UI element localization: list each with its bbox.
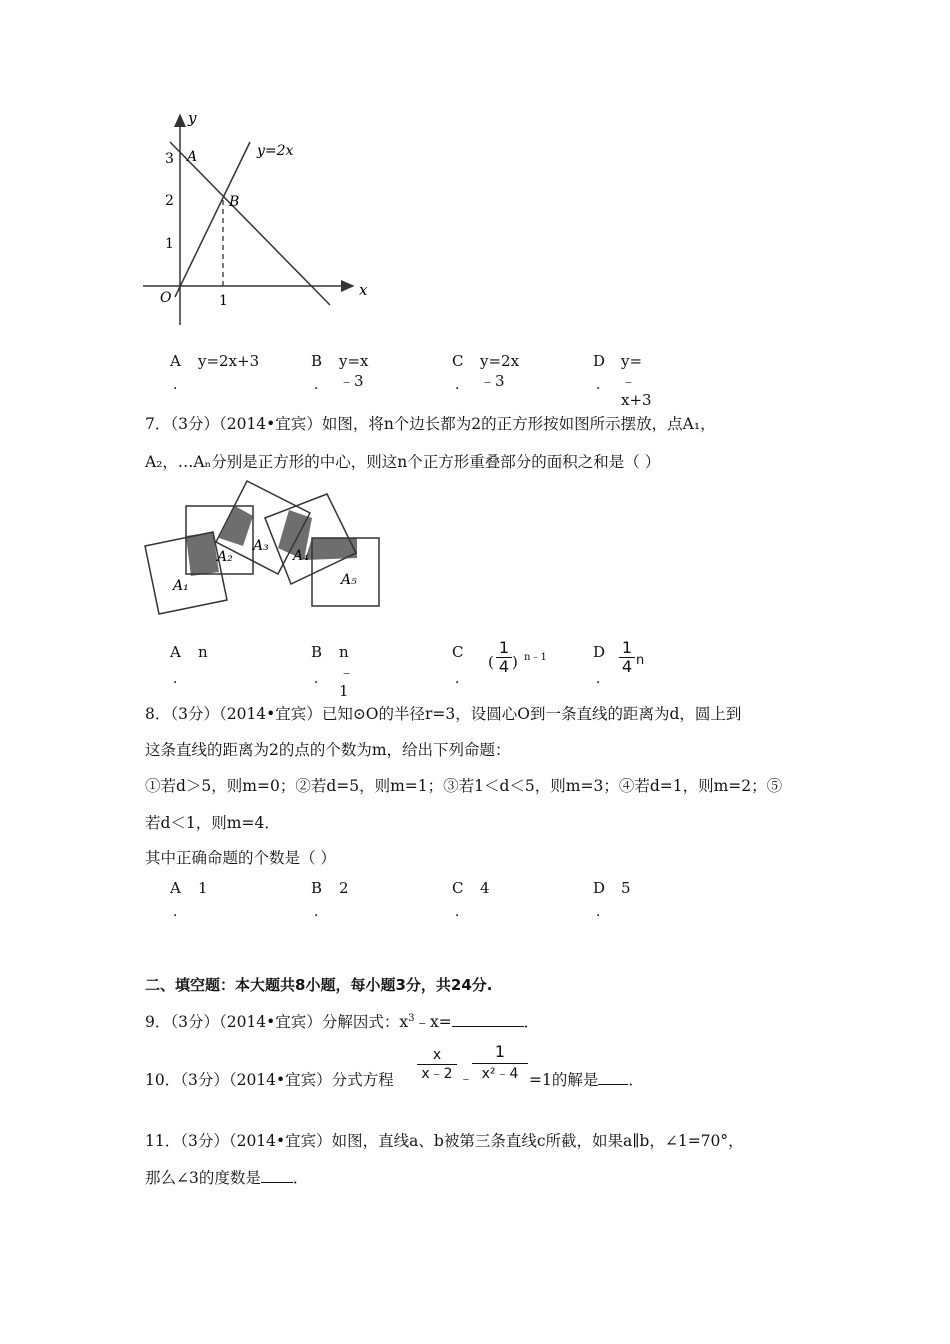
origin-label: O bbox=[160, 290, 172, 306]
option-letter: D bbox=[593, 643, 606, 661]
q10-minus: ﹣ bbox=[459, 1071, 473, 1087]
denominator: 4 bbox=[621, 657, 633, 676]
option-letter: A bbox=[170, 352, 181, 370]
q8-line-1: 8．（3分）（2014•宜宾）已知⊙O的半径r=3，设圆心O到一条直线的距离为d，圆上到 bbox=[145, 705, 742, 723]
option-letter: C bbox=[452, 352, 464, 370]
option-text: y=2x+3 bbox=[198, 352, 260, 370]
q9-line bbox=[145, 1010, 539, 1032]
squares-figure bbox=[140, 478, 385, 618]
q6-options bbox=[170, 352, 770, 409]
coordinate-graph bbox=[135, 105, 385, 330]
denominator: x²﹣4 bbox=[481, 1066, 519, 1082]
option-text: 2 bbox=[339, 879, 349, 897]
option-dot: ． bbox=[596, 377, 610, 393]
line-label: y=2x bbox=[257, 143, 294, 159]
option-dot: ． bbox=[596, 671, 610, 687]
fraction-one-quarter bbox=[496, 639, 512, 676]
numerator: 1 bbox=[494, 1042, 506, 1061]
y-label: y bbox=[188, 109, 197, 127]
x-tick-1: 1 bbox=[219, 293, 228, 309]
q9-exponent: 3 bbox=[408, 1012, 415, 1024]
option-letter: B bbox=[311, 643, 323, 661]
q8-options bbox=[170, 879, 770, 919]
denominator: 4 bbox=[498, 657, 510, 676]
option-letter: C bbox=[452, 879, 464, 897]
label-a4: A₄ bbox=[293, 548, 309, 564]
option-text: 5 bbox=[621, 879, 631, 897]
option-dot: ． bbox=[314, 377, 328, 393]
q7-line-2: A₂，…Aₙ分别是正方形的中心，则这n个正方形重叠部分的面积之和是（ ） bbox=[145, 453, 661, 471]
point-b-label: B bbox=[229, 194, 240, 210]
q9-answer-blank[interactable] bbox=[452, 1012, 524, 1027]
line-ab bbox=[170, 142, 330, 305]
option-letter: B bbox=[311, 352, 323, 370]
line-y-2x bbox=[175, 142, 250, 297]
q10-prefix: 10．（3分）（2014•宜宾）分式方程 bbox=[145, 1071, 394, 1089]
q8-line-5: 其中正确命题的个数是（ ） bbox=[145, 849, 336, 867]
q7-line-1: 7．（3分）（2014•宜宾）如图，将n个边长都为2的正方形按如图所示摆放，点A₁， bbox=[145, 415, 716, 433]
option-dot: ． bbox=[314, 671, 328, 687]
q10-fraction-2 bbox=[472, 1041, 528, 1084]
option-letter: C bbox=[452, 643, 464, 661]
option-letter: A bbox=[170, 643, 181, 661]
q9-suffix: ﹣x= bbox=[414, 1013, 452, 1031]
label-a5: A₅ bbox=[341, 572, 357, 588]
q10-fraction-1 bbox=[417, 1046, 457, 1083]
option-letter: D bbox=[593, 879, 606, 897]
y-tick-1: 1 bbox=[165, 236, 174, 252]
q11-end: ． bbox=[292, 1169, 309, 1187]
label-a3: A₃ bbox=[253, 538, 269, 554]
suffix-n: n bbox=[636, 653, 645, 668]
option-dot: ． bbox=[173, 904, 187, 920]
x-label: x bbox=[359, 281, 368, 299]
option-dot: ． bbox=[455, 671, 469, 687]
option-text: n﹣1 bbox=[339, 643, 355, 700]
numerator: 1 bbox=[498, 638, 510, 657]
option-text: y=x﹣3 bbox=[339, 352, 369, 390]
y-tick-2: 2 bbox=[165, 193, 174, 209]
q8-line-4: 若d＜1，则m=4． bbox=[145, 814, 280, 832]
numerator: 1 bbox=[621, 638, 633, 657]
point-a-label: A bbox=[187, 149, 198, 165]
exponent: n﹣1 bbox=[524, 652, 547, 663]
y-tick-3: 3 bbox=[165, 151, 174, 167]
option-text: 4 bbox=[480, 879, 490, 897]
q8-line-3: ①若d＞5，则m=0；②若d=5，则m=1；③若1＜d＜5，则m=3；④若d=1，则m=2；⑤ bbox=[145, 777, 783, 795]
section-heading: 二、填空题：本大题共8小题，每小题3分，共24分. bbox=[145, 976, 493, 994]
numerator: x bbox=[432, 1047, 442, 1063]
option-text: n bbox=[198, 643, 208, 661]
q10-tail bbox=[529, 1068, 644, 1090]
paren-close: ) bbox=[512, 653, 518, 671]
option-text: 1 bbox=[198, 879, 208, 897]
option-dot: ． bbox=[173, 377, 187, 393]
q10-end: ． bbox=[628, 1071, 644, 1089]
option-text: y=2x﹣3 bbox=[480, 352, 520, 390]
option-text: y=﹣x+3 bbox=[621, 352, 652, 409]
label-a1: A₁ bbox=[173, 578, 189, 594]
q10-answer-blank[interactable] bbox=[598, 1070, 628, 1085]
q7-options bbox=[170, 638, 770, 700]
option-dot: ． bbox=[314, 904, 328, 920]
option-letter: B bbox=[311, 879, 323, 897]
q11-line-2 bbox=[145, 1166, 308, 1188]
option-letter: A bbox=[170, 879, 181, 897]
option-letter: D bbox=[593, 352, 606, 370]
option-dot: ． bbox=[596, 904, 610, 920]
fraction-one-quarter bbox=[619, 639, 635, 676]
option-dot: ． bbox=[455, 377, 469, 393]
option-dot: ． bbox=[173, 671, 187, 687]
q10-eq: =1的解是 bbox=[529, 1071, 599, 1089]
q9-prefix: 9．（3分）（2014•宜宾）分解因式：x bbox=[145, 1013, 409, 1031]
q9-end: ． bbox=[523, 1013, 540, 1031]
paren-open: ( bbox=[488, 653, 494, 671]
option-dot: ． bbox=[455, 904, 469, 920]
label-a2: A₂ bbox=[217, 549, 233, 565]
q11-line-1: 11．（3分）（2014•宜宾）如图，直线a、b被第三条直线c所截，如果a∥b，∠1=70°， bbox=[145, 1132, 744, 1150]
q8-line-2: 这条直线的距离为2的点的个数为m，给出下列命题： bbox=[145, 741, 511, 759]
q11-prefix: 那么∠3的度数是 bbox=[145, 1169, 261, 1187]
q11-answer-blank[interactable] bbox=[261, 1168, 293, 1183]
denominator: x﹣2 bbox=[421, 1066, 453, 1082]
